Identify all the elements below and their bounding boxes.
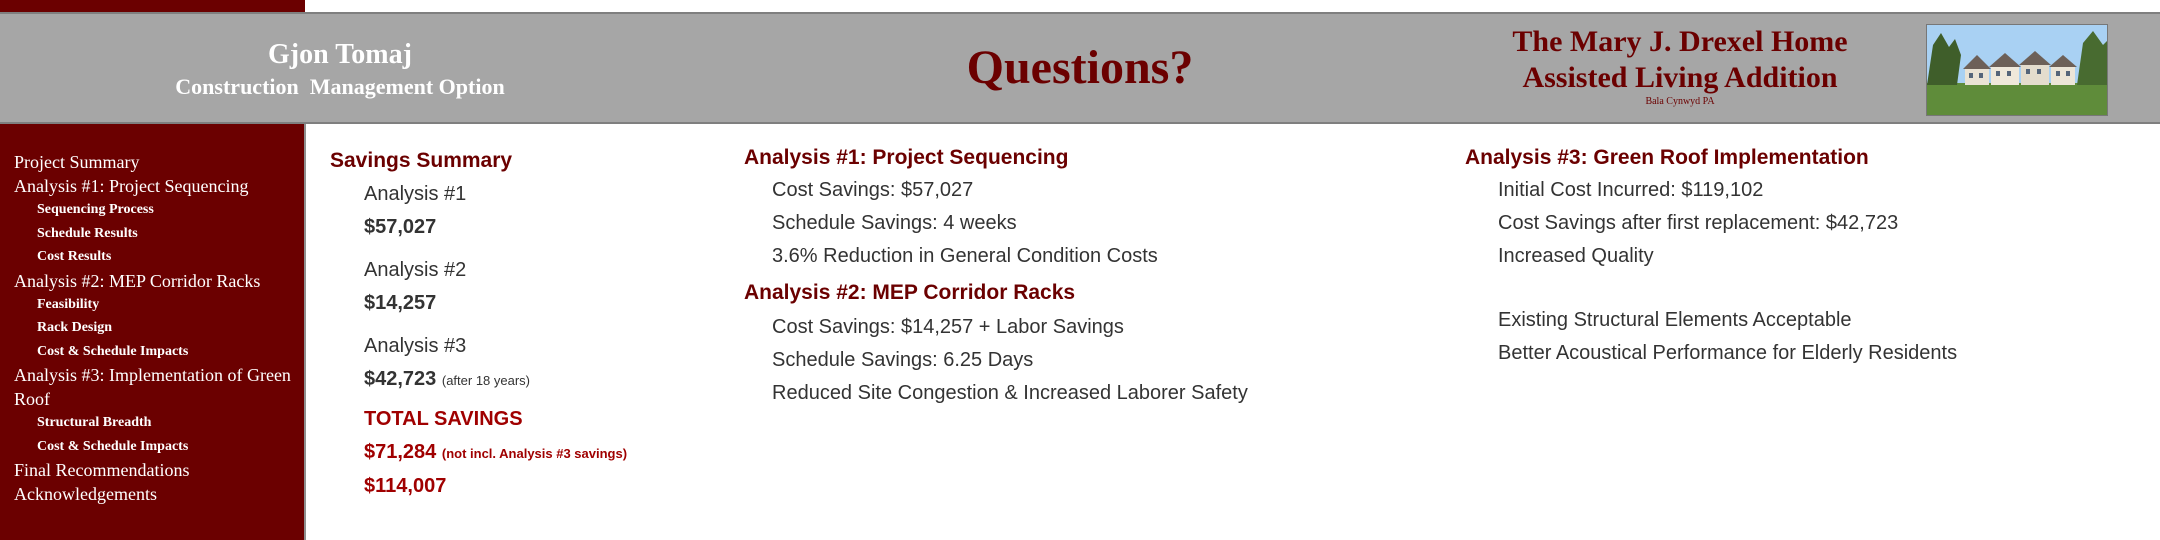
analysis2-item: Cost Savings: $14,257 + Labor Savings (772, 316, 1124, 338)
analysis2-label: Analysis #2 (364, 259, 467, 281)
analysis1-item: 3.6% Reduction in General Condition Costs (772, 245, 1158, 267)
presenter-name: Gjon Tomaj (268, 39, 412, 70)
top-accent-bar (0, 0, 305, 12)
analysis3-item: Increased Quality (1498, 245, 1654, 267)
sidebar (0, 124, 306, 540)
analysis3-item: Existing Structural Elements Acceptable (1498, 309, 1852, 331)
analysis2-item: Reduced Site Congestion & Increased Laborer Safety (772, 382, 1248, 404)
sidebar-item-project-summary[interactable]: Project Summary (14, 152, 140, 172)
analysis1-savings: $57,027 (364, 216, 437, 238)
analysis1-item: Cost Savings: $57,027 (772, 179, 974, 201)
project-location: Bala Cynwyd PA (1645, 96, 1715, 107)
analysis2-heading: Analysis #2: MEP Corridor Racks (744, 281, 1076, 304)
presenter-option: Construction Management Option (175, 74, 505, 99)
sidebar-item-analysis-3-implementation-of-green-roof[interactable]: Analysis #3: Implementation of Green Roof (14, 365, 291, 409)
presenter-block (140, 38, 540, 102)
sidebar-item-acknowledgements[interactable]: Acknowledgements (14, 484, 157, 504)
project-title-line1: The Mary J. Drexel Home (1512, 25, 1848, 58)
total-savings-row1 (330, 436, 627, 470)
analysis2-savings: $14,257 (364, 292, 437, 314)
analysis1-item: Schedule Savings: 4 weeks (772, 212, 1017, 234)
analysis-column-3 (1465, 142, 1957, 370)
sidebar-nav (14, 150, 296, 506)
total-savings-note: (not incl. Analysis #3 savings) (441, 446, 628, 461)
savings-heading: Savings Summary (330, 149, 513, 172)
header-bar (0, 14, 2160, 124)
sidebar-item-analysis-1-project-sequencing[interactable]: Analysis #1: Project Sequencing (14, 176, 249, 196)
analysis1-heading: Analysis #1: Project Sequencing (744, 146, 1069, 169)
building-photo (1926, 24, 2108, 116)
savings-summary (330, 144, 627, 503)
total-savings-value2: $114,007 (364, 475, 447, 497)
total-savings-label: TOTAL SAVINGS (364, 408, 523, 430)
analysis3-item: Initial Cost Incurred: $119,102 (1498, 179, 1764, 201)
sidebar-item-schedule-results[interactable]: Schedule Results (37, 225, 138, 241)
building-photo-graphic (1927, 25, 2107, 115)
analysis3-heading: Analysis #3: Green Roof Implementation (1465, 146, 1869, 169)
sidebar-item-final-recommendations[interactable]: Final Recommendations (14, 460, 190, 480)
analysis1-label: Analysis #1 (364, 183, 467, 205)
analysis-column-1-2 (744, 142, 1248, 410)
sidebar-item-sequencing-process[interactable]: Sequencing Process (37, 202, 154, 217)
analysis3-savings-row (330, 363, 627, 397)
analysis3-note: (after 18 years) (441, 373, 531, 388)
project-title-line2: Assisted Living Addition (1522, 61, 1838, 94)
sidebar-item-analysis-2-mep-corridor-racks[interactable]: Analysis #2: MEP Corridor Racks (14, 270, 261, 291)
analysis2-item: Schedule Savings: 6.25 Days (772, 349, 1034, 371)
analysis3-label: Analysis #3 (364, 335, 467, 357)
sidebar-item-cost-schedule-impacts[interactable]: Cost & Schedule Impacts (37, 438, 189, 454)
analysis3-savings: $42,723 (364, 368, 437, 390)
sidebar-item-rack-design[interactable]: Rack Design (37, 320, 113, 335)
analysis3-item: Cost Savings after first replacement: $42,723 (1498, 212, 1899, 234)
total-savings-value1: $71,284 (364, 441, 437, 463)
slide-title: Questions? (966, 41, 1194, 94)
analysis3-item: Better Acoustical Performance for Elderly Residents (1498, 342, 1958, 364)
sidebar-item-feasibility[interactable]: Feasibility (37, 296, 100, 312)
sidebar-item-cost-results[interactable]: Cost Results (37, 249, 112, 264)
sidebar-item-cost-schedule-impacts[interactable]: Cost & Schedule Impacts (37, 343, 189, 359)
sidebar-item-structural-breadth[interactable]: Structural Breadth (37, 415, 152, 430)
project-title-block (1470, 24, 1890, 108)
